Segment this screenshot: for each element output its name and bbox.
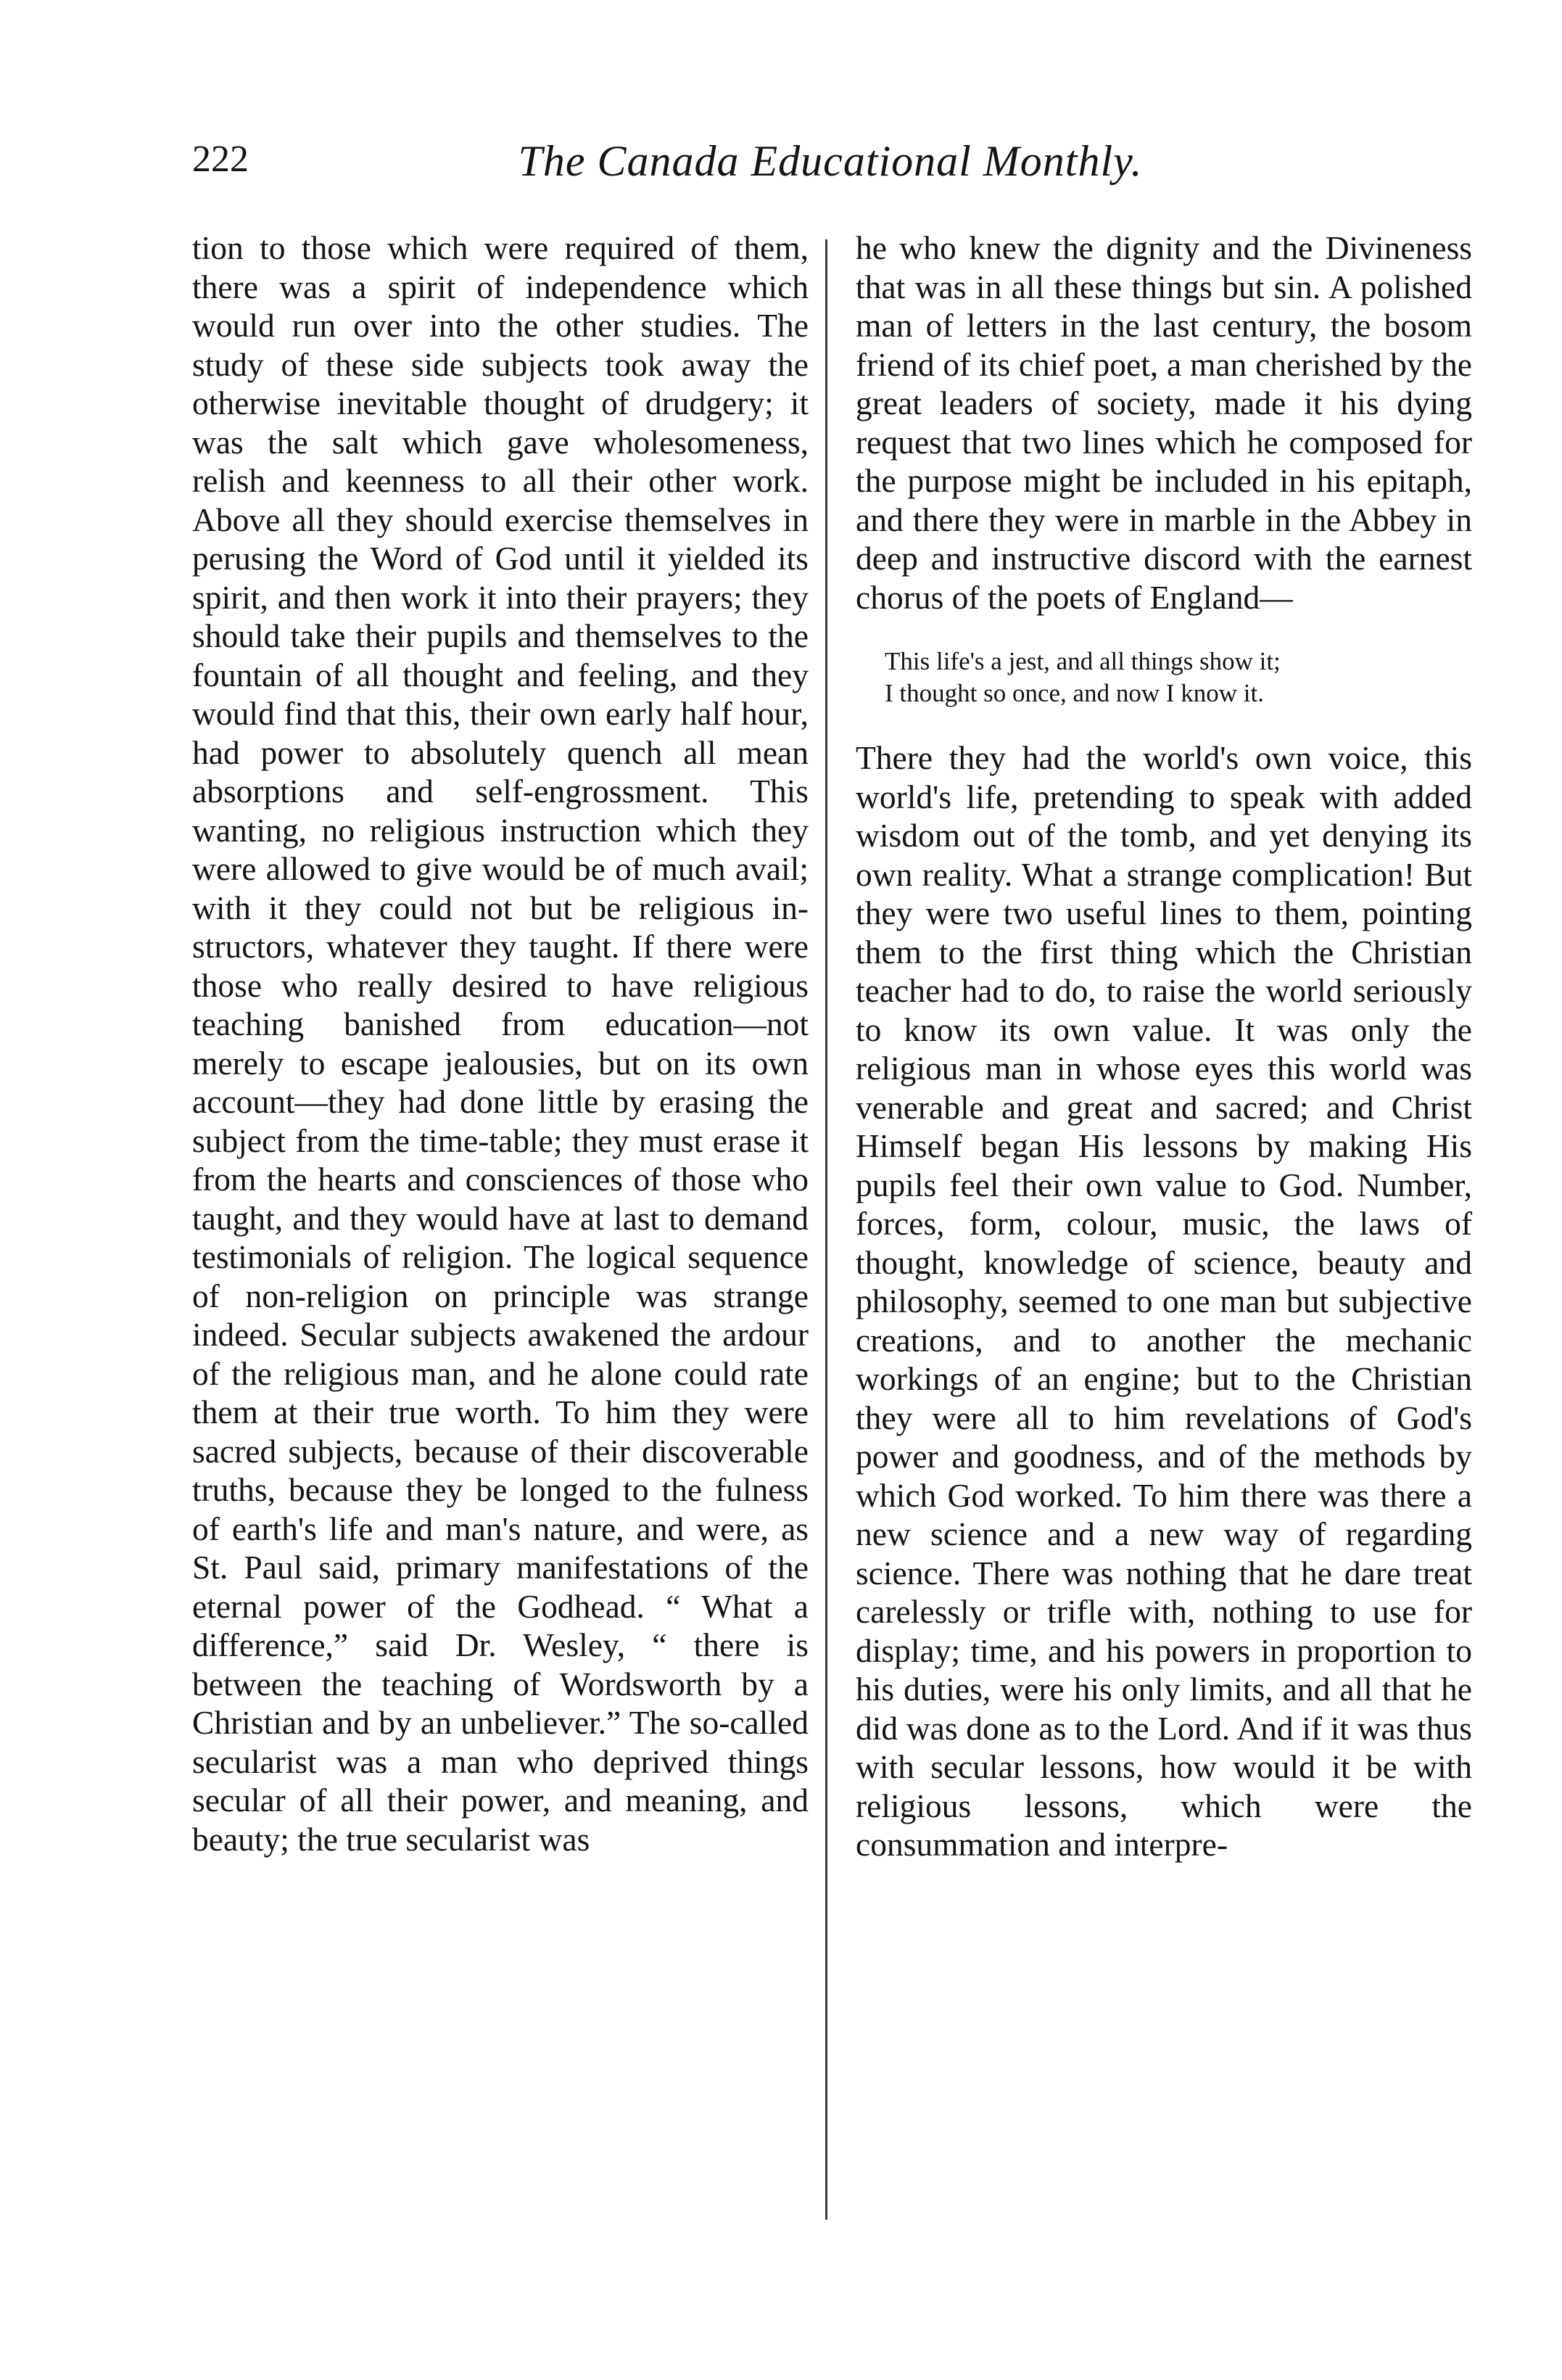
- running-title: The Canada Educational Monthly.: [518, 137, 1143, 185]
- right-paragraph-1: he who knew the dignity and the Divineness that was in all these things but sin. A polished man of letters in the last century, the bosom friend of its chief poet, a man cherished by the great leaders of society, made it his dying request that two lines which he composed for the purpose might be included in his epitaph, and there they were in marble in the Abbey in deep and instructive discord with the earnest chorus of the poets of England—: [856, 229, 1472, 616]
- quote-line-2: I thought so once, and now I know it.: [885, 679, 1264, 707]
- page-header: [192, 138, 1468, 196]
- column-divider: [825, 239, 827, 2220]
- quote-line-1: This life's a jest, and all things show it;: [885, 647, 1281, 675]
- epitaph-quote: [885, 646, 1472, 709]
- left-paragraph: tion to those which were required of them, there was a spirit of independence which would run over into the other studies. The study of these side subjects took away the otherwise inevitable thought of drudgery; it was the salt which gave wholesomeness, relish and keenness to all their other work. Above all they should exercise themselves in perusing the Word of God until it yielded its spirit, and then work it into their prayers; they should take their pupils and themselves to the fountain of all thought and feeling, and they would find that this, their own early half hour, had power to absolutely quench all mean absorptions and self-engrossment. This wanting, no religious instruction which they were allowed to give would be of much avail; with it they could not but be religious instructors, whatever they taught. If there were those who really desired to have religious teaching banished from education—not merely to escape jealousies, but on its own account—they had done little by erasing the subject from the time-table; they must erase it from the hearts and consciences of those who taught, and they would have at last to demand testimonials of religion. The logical sequence of non-religion on principle was strange indeed. Secular subjects awakened the ardour of the religious man, and he alone could rate them at their true worth. To him they were sacred subjects, because of their discoverable truths, because they be longed to the fulness of earth's life and man's nature, and were, as St. Paul said, primary manifestations of the eternal power of the Godhead. “ What a difference,” said Dr. Wesley, “ there is between the teaching of Wordsworth by a Christian and by an unbeliever.” The so-called secularist was a man who deprived things secular of all their power, and meaning, and beauty; the true secularist was: [192, 229, 809, 1858]
- page-number: 222: [192, 139, 249, 180]
- right-paragraph-2: There they had the world's own voice, this world's life, pretending to speak with added wisdom out of the tomb, and yet denying its own reality. What a strange complication! But they were two useful lines to them, pointing them to the first thing which the Christian teacher had to do, to raise the world seriously to know its own value. It was only the religious man in whose eyes this world was venerable and great and sacred; and Christ Himself began His lessons by making His pupils feel their own value to God. Number, forces, form, colour, music, the laws of thought, knowledge of science, beauty and philosophy, seemed to one man but subjective creations, and to another the mechanic workings of an engine; but to the Christian they were all to him revelations of God's power and goodness, and of the methods by which God worked. To him there was there a new science and a new way of regarding science. There was nothing that he dare treat carelessly or trifle with, nothing to use for display; time, and his powers in proportion to his duties, were his only limits, and all that he did was done as to the Lord. And if it was thus with secular lessons, how would it be with religious lessons, which were the consummation and interpre-: [856, 739, 1472, 1863]
- right-column: [856, 228, 1472, 1864]
- left-column: [192, 228, 809, 1858]
